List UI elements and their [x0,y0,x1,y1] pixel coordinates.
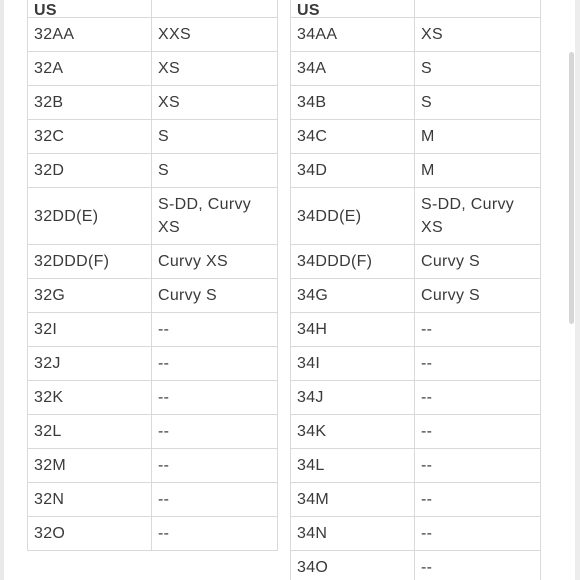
band-cup-cell: 32DDD(F) [28,245,152,279]
band-cup-cell: 34G [291,279,415,313]
size-cell: -- [152,313,278,347]
table-row [291,188,541,245]
table-row [291,381,541,415]
table-row [291,18,541,52]
band-cup-cell: 32D [28,154,152,188]
table-row [291,551,541,580]
table-body [28,18,278,551]
band-cup-cell: 32A [28,52,152,86]
band-cup-cell: 34M [291,483,415,517]
size-cell: Curvy S [152,279,278,313]
table-row [28,245,278,279]
band-cup-cell: 32G [28,279,152,313]
size-table-32 [27,0,278,551]
size-cell: -- [152,449,278,483]
table-row [291,86,541,120]
size-cell: -- [152,517,278,551]
band-cup-cell: 34DDD(F) [291,245,415,279]
header-cell-size [415,0,541,18]
size-cell: -- [152,415,278,449]
header-cell-us: US [291,0,415,18]
table-row [28,415,278,449]
table-row [28,188,278,245]
band-cup-cell: 32M [28,449,152,483]
size-cell: Curvy XS [152,245,278,279]
size-cell: S [415,52,541,86]
table-row [291,415,541,449]
scrollbar-track[interactable] [575,0,580,580]
size-cell: S [152,154,278,188]
table-row [28,517,278,551]
size-cell: -- [415,415,541,449]
band-cup-cell: 32N [28,483,152,517]
band-cup-cell: 32C [28,120,152,154]
table-body [291,18,541,580]
size-cell: Curvy S [415,245,541,279]
scrollbar-thumb[interactable] [569,52,574,324]
band-cup-cell: 34L [291,449,415,483]
band-cup-cell: 32AA [28,18,152,52]
table-row [291,347,541,381]
band-cup-cell: 34H [291,313,415,347]
size-cell: M [415,154,541,188]
table-row [28,18,278,52]
table-row [291,483,541,517]
band-cup-cell: 34K [291,415,415,449]
size-cell: XS [152,52,278,86]
table-row [291,517,541,551]
table-row [28,449,278,483]
size-cell: -- [415,347,541,381]
band-cup-cell: 34DD(E) [291,188,415,245]
table-header-row [28,0,278,18]
band-cup-cell: 32DD(E) [28,188,152,245]
band-cup-cell: 34C [291,120,415,154]
size-cell: XXS [152,18,278,52]
band-cup-cell: 34I [291,347,415,381]
size-cell: -- [415,517,541,551]
header-cell-us: US [28,0,152,18]
band-cup-cell: 34D [291,154,415,188]
size-cell: -- [415,313,541,347]
size-cell: -- [152,381,278,415]
size-cell: -- [152,483,278,517]
table-row [291,449,541,483]
size-cell: M [415,120,541,154]
size-table-34 [290,0,541,580]
band-cup-cell: 34O [291,551,415,580]
band-cup-cell: 32I [28,313,152,347]
band-cup-cell: 34AA [291,18,415,52]
table-row [291,313,541,347]
table-row [291,279,541,313]
left-edge [0,0,4,580]
band-cup-cell: 34A [291,52,415,86]
table-row [28,279,278,313]
size-cell: -- [415,449,541,483]
size-cell: -- [415,483,541,517]
table-row [28,154,278,188]
table-row [28,120,278,154]
table-header-row [291,0,541,18]
table-row [28,86,278,120]
band-cup-cell: 32L [28,415,152,449]
size-cell: S [415,86,541,120]
band-cup-cell: 32B [28,86,152,120]
table-row [291,154,541,188]
band-cup-cell: 34N [291,517,415,551]
table-row [291,52,541,86]
size-cell: XS [152,86,278,120]
size-cell: S-DD, Curvy XS [152,188,278,245]
band-cup-cell: 32O [28,517,152,551]
table-row [28,313,278,347]
size-cell: S-DD, Curvy XS [415,188,541,245]
table-row [291,120,541,154]
size-cell: Curvy S [415,279,541,313]
band-cup-cell: 34B [291,86,415,120]
table-row [28,381,278,415]
table-row [28,52,278,86]
size-cell: -- [415,551,541,580]
table-row [28,347,278,381]
size-cell: XS [415,18,541,52]
band-cup-cell: 34J [291,381,415,415]
header-cell-size [152,0,278,18]
size-cell: S [152,120,278,154]
size-cell: -- [152,347,278,381]
size-cell: -- [415,381,541,415]
band-cup-cell: 32J [28,347,152,381]
band-cup-cell: 32K [28,381,152,415]
table-row [291,245,541,279]
table-row [28,483,278,517]
